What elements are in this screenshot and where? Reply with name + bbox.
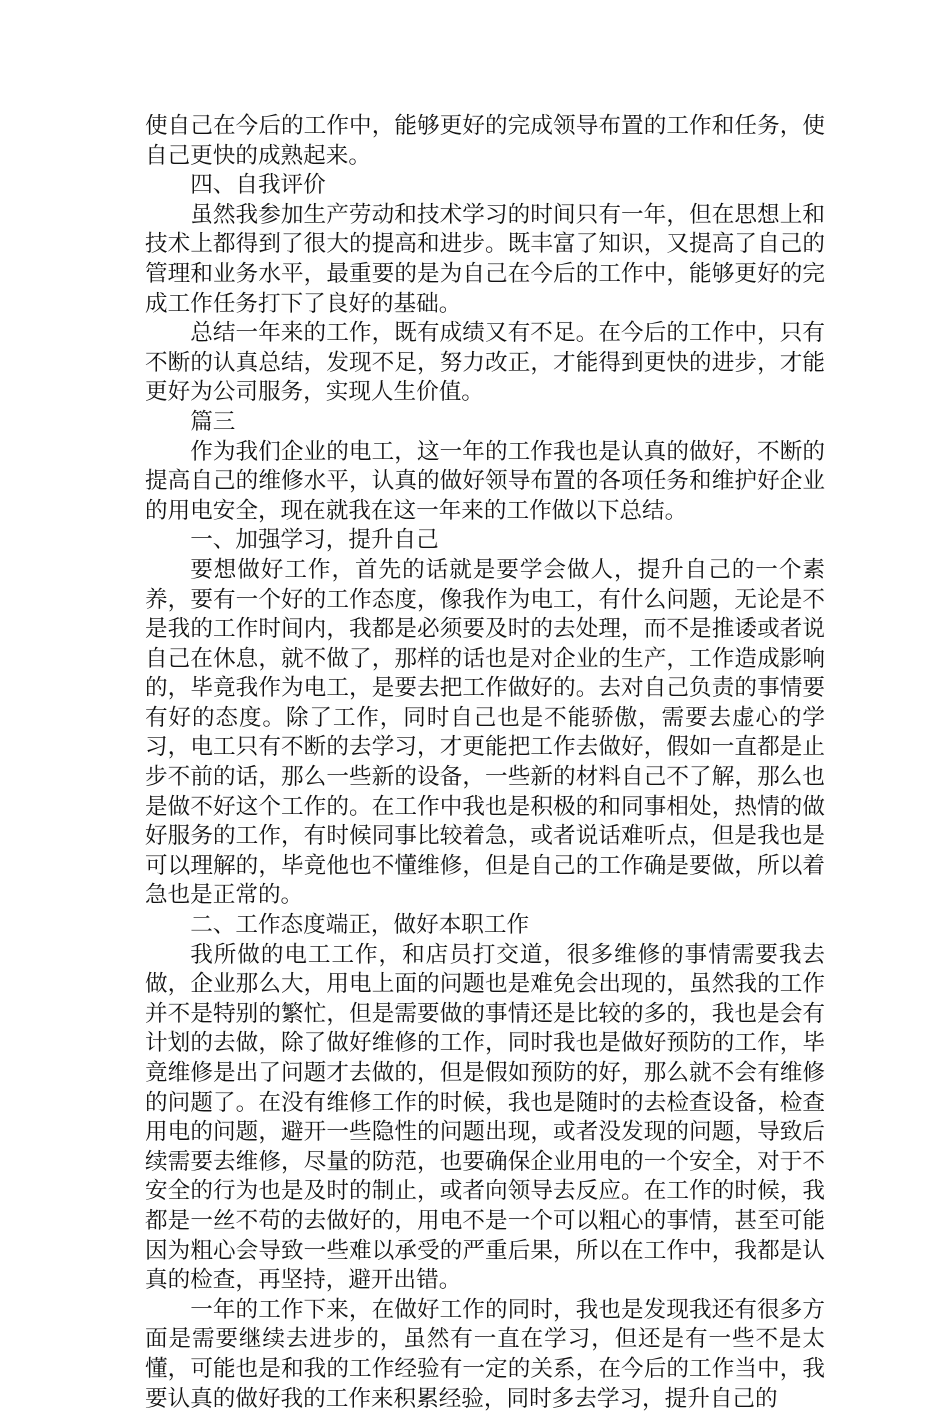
paragraph-summary: 总结一年来的工作，既有成绩又有不足。在今后的工作中，只有不断的认真总结，发现不足，努力改正，才能得到更快的进步，才能更好为公司服务，实现人生价值。 xyxy=(145,320,825,406)
paragraph-intro: 作为我们企业的电工，这一年的工作我也是认真的做好，不断的提高自己的维修水平，认真的做好领导布置的各项任务和维护好企业的用电安全，现在就我在这一年来的工作做以下总结。 xyxy=(145,438,825,524)
heading-self-evaluation: 四、自我评价 xyxy=(190,172,326,199)
heading-strengthen-learning: 一、加强学习，提升自己 xyxy=(190,527,439,554)
paragraph-learning: 要想做好工作，首先的话就是要学会做人，提升自己的一个素养，要有一个好的工作态度，像我作为电工，有什么问题，无论是不是我的工作时间内，我都是必须要及时的去处理，而不是推诿或者说自己在休息，就不做了，那样的话也是对企业的生产，工作造成影响的，毕竟我作为电工，是要去把工作做好的。去对自己负责的事情要有好的态度。除了工作，同时自己也是不能骄傲，需要去虚心的学习，电工只有不断的去学习，才更能把工作去做好，假如一直都是止步不前的话，那么一些新的设备，一些新的材料自己不了解，那么也是做不好这个工作的。在工作中我也是积极的和同事相处，热情的做好服务的工作，有时候同事比较着急，或者说话难听点，但是我也是可以理解的，毕竟他也不懂维修，但是自己的工作确是要做，所以着急也是正常的。 xyxy=(145,556,825,909)
heading-work-attitude: 二、工作态度端正，做好本职工作 xyxy=(190,912,530,939)
paragraph-conclusion: 一年的工作下来，在做好工作的同时，我也是发现我还有很多方面是需要继续去进步的，虽然有一直在学习，但还是有一些不是太懂，可能也是和我的工作经验有一定的关系，在今后的工作当中，我要认真的做好我的工作来积累经验，同时多去学习，提升自己的 xyxy=(145,1296,825,1412)
paragraph-continuation: 使自己在今后的工作中，能够更好的完成领导布置的工作和任务，使自己更快的成熟起来。 xyxy=(145,113,825,169)
paragraph-work-attitude: 我所做的电工工作，和店员打交道，很多维修的事情需要我去做，企业那么大，用电上面的问题也是难免会出现的，虽然我的工作并不是特别的繁忙，但是需要做的事情还是比较的多的，我也是会有计划的去做，除了做好维修的工作，同时我也是做好预防的工作，毕竟维修是出了问题才去做的，但是假如预防的好，那么就不会有维修的问题了。在没有维修工作的时候，我也是随时的去检查设备，检查用电的问题，避开一些隐性的问题出现，或者没发现的问题，导致后续需要去维修，尽量的防范，也要确保企业用电的一个安全，对于不安全的行为也是及时的制止，或者向领导去反应。在工作的时候，我都是一丝不苟的去做好的，用电不是一个可以粗心的事情，甚至可能因为粗心会导致一些难以承受的严重后果，所以在工作中，我都是认真的检查，再坚持，避开出错。 xyxy=(145,941,825,1294)
heading-part-three: 篇三 xyxy=(190,408,236,435)
document-body xyxy=(145,112,825,1414)
paragraph-self-evaluation: 虽然我参加生产劳动和技术学习的时间只有一年，但在思想上和技术上都得到了很大的提高和进步。既丰富了知识，又提高了自己的管理和业务水平，最重要的是为自己在今后的工作中，能够更好的完成工作任务打下了良好的基础。 xyxy=(145,201,825,317)
